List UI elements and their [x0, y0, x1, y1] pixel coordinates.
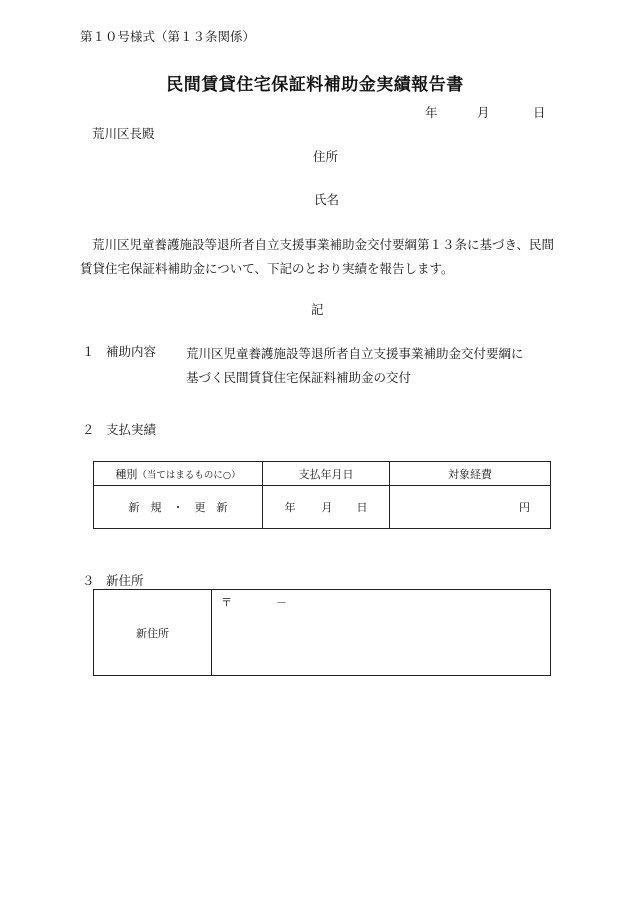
date-month-label: 月 — [477, 105, 490, 120]
applicant-address-label: 住所 — [313, 149, 339, 164]
page-title: 民間賃貸住宅保証料補助金実績報告書 — [166, 75, 464, 95]
payment-table — [93, 461, 551, 529]
section1-label: 補助内容 — [106, 344, 157, 359]
addressee: 荒川区長殿 — [92, 126, 155, 141]
header-expense: 対象経費 — [390, 462, 551, 486]
header-type-label: 種別 — [115, 467, 138, 481]
payment-date-cell[interactable] — [263, 486, 390, 529]
section1-content-line1: 荒川区児童養護施設等退所者自立支援事業補助金交付要綱に — [186, 346, 524, 361]
new-address-row — [94, 590, 551, 676]
type-options-cell[interactable]: 新 規 ・ 更 新 — [94, 486, 263, 529]
form-number: 第１０号様式（第１３条関係） — [80, 29, 256, 44]
section2-label: 支払実績 — [106, 422, 157, 437]
payment-table-row — [94, 486, 551, 529]
postal-dash: － — [276, 596, 287, 609]
new-address-table — [93, 589, 551, 676]
date-day-label: 日 — [533, 105, 546, 120]
header-type-note: （当てはまるものに○） — [137, 469, 241, 481]
expense-cell[interactable] — [390, 486, 551, 529]
expense-unit: 円 — [519, 501, 530, 514]
header-type — [94, 462, 263, 486]
date-year-label: 年 — [425, 105, 438, 120]
note-heading: 記 — [311, 302, 324, 317]
section3-number: ３ — [82, 573, 95, 588]
new-address-label-cell: 新住所 — [94, 590, 212, 676]
applicant-name-label: 氏名 — [314, 192, 340, 207]
header-payment-date: 支払年月日 — [263, 462, 390, 486]
payment-date-month: 月 — [321, 501, 333, 514]
section1-content — [186, 342, 524, 390]
postal-mark: 〒 — [221, 596, 232, 609]
new-address-field[interactable] — [212, 590, 551, 676]
payment-date-year: 年 — [284, 501, 296, 514]
section1-number: １ — [82, 344, 95, 359]
payment-date-day: 日 — [356, 501, 368, 514]
section1-content-line2: 基づく民間賃貸住宅保証料補助金の交付 — [186, 370, 412, 385]
section3-label: 新住所 — [106, 573, 144, 588]
section2-number: ２ — [82, 422, 95, 437]
payment-table-header — [94, 462, 551, 486]
body-text: 荒川区児童養護施設等退所者自立支援事業補助金交付要綱第１３条に基づき、民間賃貸住宅保証料補助金について、下記のとおり実績を報告します。 — [80, 237, 555, 276]
